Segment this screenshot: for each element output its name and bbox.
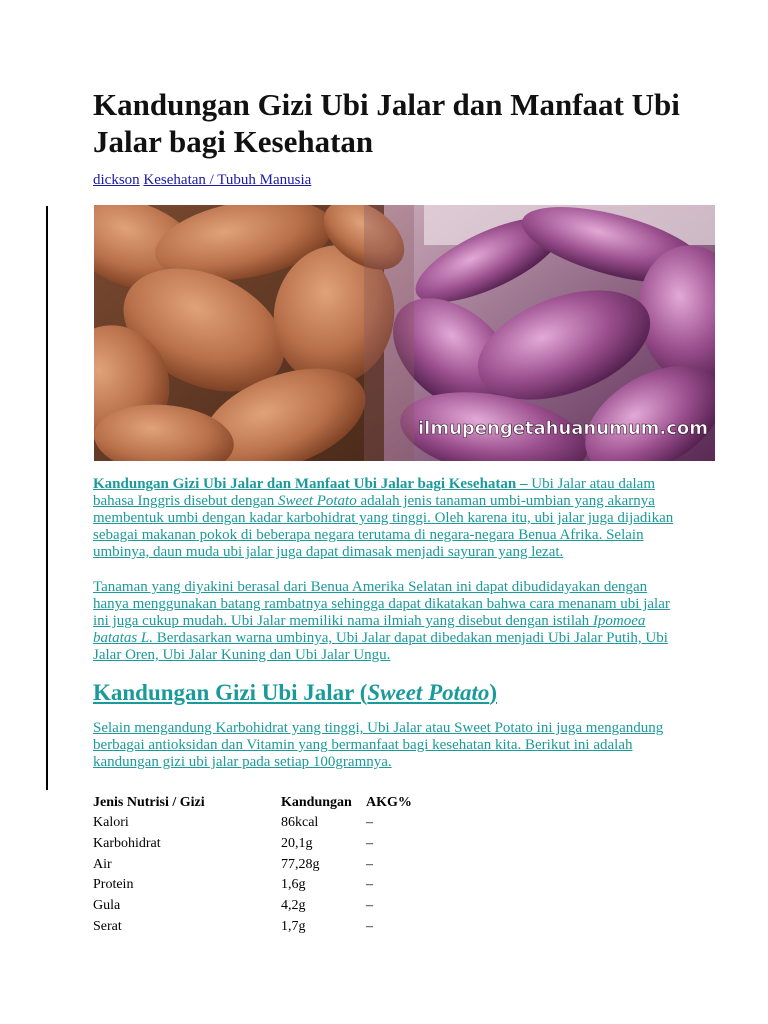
nutrient-name: Gula <box>93 898 121 914</box>
table-row <box>93 896 426 917</box>
table-header-cell: AKG% <box>366 794 412 810</box>
nutrient-name: Karbohidrat <box>93 836 161 852</box>
nutrient-akg: – <box>366 898 373 914</box>
table-header-cell: Jenis Nutrisi / Gizi <box>93 794 205 810</box>
nutrient-name: Protein <box>93 877 134 893</box>
nutrient-akg: – <box>366 836 373 852</box>
nutrient-amount: 4,2g <box>281 898 306 914</box>
table-row <box>93 875 426 896</box>
nutrition-table <box>93 792 426 937</box>
category-link[interactable]: Kesehatan / Tubuh Manusia <box>143 172 312 188</box>
table-row <box>93 916 426 937</box>
nutrient-amount: 20,1g <box>281 836 313 852</box>
author-link[interactable]: dickson <box>93 172 140 188</box>
nutrient-akg: – <box>366 856 373 872</box>
origin-paragraph: Tanaman yang diyakini berasal dari Benua Amerika Selatan ini dapat dibudidayakan dengan hanya menggunakan batang rambatnya sehingga dapat dikatakan bahwa cara menanam ubi jalar ini juga cukup mudah. Ubi Jalar memiliki nama ilmiah yang disebut dengan istilah Ipomoea batatas L. Berdasarkan warna umbinya, Ubi Jalar dapat dibedakan menjadi Ubi Jalar Putih, Ubi Jalar Oren, Ubi Jalar Kuning dan Ubi Jalar Ungu. <box>93 579 670 663</box>
table-header-row <box>93 792 426 813</box>
hero-image <box>94 205 715 461</box>
nutrient-amount: 86kcal <box>281 815 319 831</box>
table-row <box>93 854 426 875</box>
intro-lead-link[interactable]: Kandungan Gizi Ubi Jalar dan Manfaat Ubi Jalar bagi Kesehatan – <box>93 476 528 492</box>
nutrient-akg: – <box>366 877 373 893</box>
margin-change-bar <box>46 206 48 790</box>
section-body: Selain mengandung Karbohidrat yang tinggi, Ubi Jalar atau Sweet Potato ini juga mengandung berbagai antioksidan dan Vitamin yang bermanfaat bagi kesehatan kita. Berikut ini adalah kandungan gizi ubi jalar pada setiap 100gramnya. <box>93 720 664 770</box>
nutrient-name: Air <box>93 856 112 872</box>
nutrient-akg: – <box>366 815 373 831</box>
article-title: Kandungan Gizi Ubi Jalar dan Manfaat Ubi Jalar bagi Kesehatan <box>93 87 680 159</box>
table-row <box>93 834 426 855</box>
nutrient-amount: 1,7g <box>281 918 306 934</box>
nutrient-name: Kalori <box>93 815 129 831</box>
image-watermark: ilmupengetahuanumum.com <box>418 418 709 439</box>
nutrient-akg: – <box>366 918 373 934</box>
intro-paragraph: Kandungan Gizi Ubi Jalar dan Manfaat Ubi Jalar bagi Kesehatan – Ubi Jalar atau dalam bahasa Inggris disebut dengan Sweet Potato adalah jenis tanaman umbi-umbian yang akarnya membentuk umbi dengan kadar karbohidrat yang tinggi. Oleh karena itu, ubi jalar juga dijadikan sebagai makanan pokok di beberapa negara terutama di negara-negara Benua Afrika. Selain umbinya, daun muda ubi jalar juga dapat dimasak menjadi sayuran yang lezat. <box>93 476 674 560</box>
table-row <box>93 813 426 834</box>
table-header-cell: Kandungan <box>281 794 352 810</box>
article-meta <box>93 171 311 189</box>
section-heading: Kandungan Gizi Ubi Jalar (Sweet Potato) <box>93 680 498 705</box>
nutrient-amount: 77,28g <box>281 856 320 872</box>
nutrient-name: Serat <box>93 918 122 934</box>
nutrient-amount: 1,6g <box>281 877 306 893</box>
